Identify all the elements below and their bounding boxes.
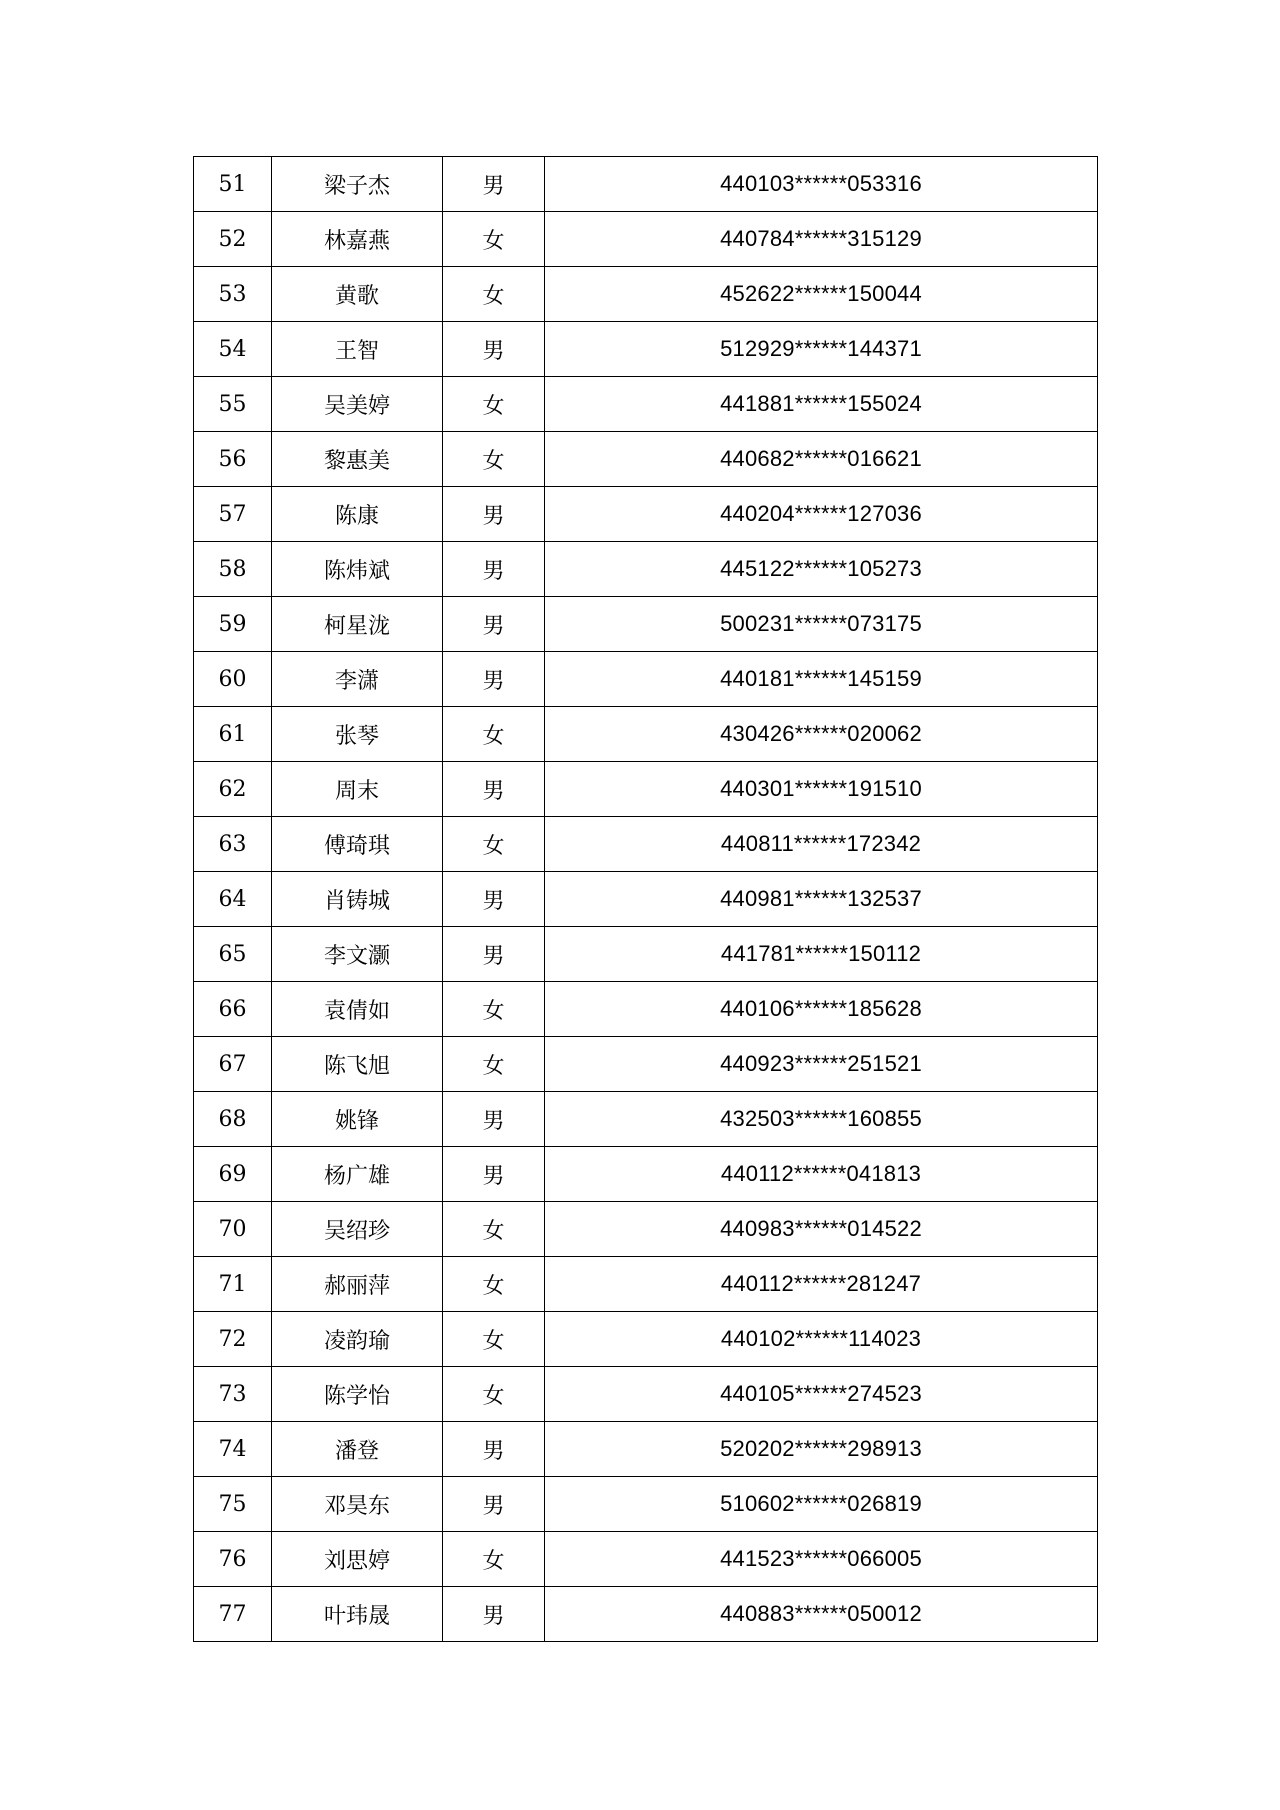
id-number: 441523******066005 xyxy=(545,1532,1098,1587)
id-number: 441781******150112 xyxy=(545,927,1098,982)
person-name: 柯星泷 xyxy=(272,597,443,652)
row-number: 71 xyxy=(194,1257,272,1312)
id-number: 440811******172342 xyxy=(545,817,1098,872)
gender: 女 xyxy=(443,1037,545,1092)
table-row xyxy=(194,597,1098,652)
row-number: 67 xyxy=(194,1037,272,1092)
person-name: 吴美婷 xyxy=(272,377,443,432)
row-number: 60 xyxy=(194,652,272,707)
gender: 女 xyxy=(443,1367,545,1422)
table-row xyxy=(194,872,1098,927)
id-number: 440983******014522 xyxy=(545,1202,1098,1257)
id-number: 440112******041813 xyxy=(545,1147,1098,1202)
table-row xyxy=(194,322,1098,377)
id-number: 430426******020062 xyxy=(545,707,1098,762)
gender: 男 xyxy=(443,927,545,982)
table-row xyxy=(194,1257,1098,1312)
row-number: 55 xyxy=(194,377,272,432)
table-row xyxy=(194,1092,1098,1147)
id-number: 441881******155024 xyxy=(545,377,1098,432)
table-row xyxy=(194,212,1098,267)
person-name: 袁倩如 xyxy=(272,982,443,1037)
gender: 女 xyxy=(443,267,545,322)
row-number: 68 xyxy=(194,1092,272,1147)
table-row xyxy=(194,1147,1098,1202)
id-number: 440301******191510 xyxy=(545,762,1098,817)
row-number: 61 xyxy=(194,707,272,762)
row-number: 76 xyxy=(194,1532,272,1587)
roster-table xyxy=(193,156,1098,1642)
id-number: 440682******016621 xyxy=(545,432,1098,487)
table-row xyxy=(194,1587,1098,1642)
gender: 女 xyxy=(443,1257,545,1312)
row-number: 57 xyxy=(194,487,272,542)
person-name: 张琴 xyxy=(272,707,443,762)
table-row xyxy=(194,487,1098,542)
gender: 女 xyxy=(443,432,545,487)
gender: 女 xyxy=(443,982,545,1037)
gender: 男 xyxy=(443,1477,545,1532)
id-number: 510602******026819 xyxy=(545,1477,1098,1532)
gender: 女 xyxy=(443,817,545,872)
id-number: 432503******160855 xyxy=(545,1092,1098,1147)
person-name: 肖铸城 xyxy=(272,872,443,927)
person-name: 周末 xyxy=(272,762,443,817)
table-row xyxy=(194,1202,1098,1257)
id-number: 440102******114023 xyxy=(545,1312,1098,1367)
row-number: 64 xyxy=(194,872,272,927)
id-number: 440181******145159 xyxy=(545,652,1098,707)
person-name: 林嘉燕 xyxy=(272,212,443,267)
person-name: 王智 xyxy=(272,322,443,377)
person-name: 叶玮晟 xyxy=(272,1587,443,1642)
roster-body xyxy=(194,157,1098,1642)
id-number: 440784******315129 xyxy=(545,212,1098,267)
table-row xyxy=(194,267,1098,322)
row-number: 52 xyxy=(194,212,272,267)
person-name: 吴绍珍 xyxy=(272,1202,443,1257)
id-number: 445122******105273 xyxy=(545,542,1098,597)
gender: 男 xyxy=(443,542,545,597)
row-number: 54 xyxy=(194,322,272,377)
row-number: 62 xyxy=(194,762,272,817)
person-name: 傅琦琪 xyxy=(272,817,443,872)
person-name: 杨广雄 xyxy=(272,1147,443,1202)
id-number: 440105******274523 xyxy=(545,1367,1098,1422)
id-number: 520202******298913 xyxy=(545,1422,1098,1477)
table-row xyxy=(194,432,1098,487)
table-row xyxy=(194,1367,1098,1422)
person-name: 潘登 xyxy=(272,1422,443,1477)
gender: 男 xyxy=(443,652,545,707)
person-name: 郝丽萍 xyxy=(272,1257,443,1312)
person-name: 陈炜斌 xyxy=(272,542,443,597)
table-row xyxy=(194,542,1098,597)
id-number: 440923******251521 xyxy=(545,1037,1098,1092)
row-number: 72 xyxy=(194,1312,272,1367)
gender: 男 xyxy=(443,597,545,652)
gender: 男 xyxy=(443,157,545,212)
gender: 男 xyxy=(443,872,545,927)
table-row xyxy=(194,982,1098,1037)
id-number: 440112******281247 xyxy=(545,1257,1098,1312)
id-number: 440103******053316 xyxy=(545,157,1098,212)
table-row xyxy=(194,817,1098,872)
person-name: 陈康 xyxy=(272,487,443,542)
person-name: 李文灏 xyxy=(272,927,443,982)
table-row xyxy=(194,377,1098,432)
row-number: 66 xyxy=(194,982,272,1037)
gender: 男 xyxy=(443,487,545,542)
row-number: 77 xyxy=(194,1587,272,1642)
person-name: 黎惠美 xyxy=(272,432,443,487)
gender: 女 xyxy=(443,212,545,267)
person-name: 陈飞旭 xyxy=(272,1037,443,1092)
gender: 男 xyxy=(443,322,545,377)
person-name: 黄歌 xyxy=(272,267,443,322)
table-row xyxy=(194,707,1098,762)
person-name: 邓昊东 xyxy=(272,1477,443,1532)
id-number: 440106******185628 xyxy=(545,982,1098,1037)
id-number: 452622******150044 xyxy=(545,267,1098,322)
person-name: 李潇 xyxy=(272,652,443,707)
gender: 女 xyxy=(443,707,545,762)
id-number: 440204******127036 xyxy=(545,487,1098,542)
row-number: 53 xyxy=(194,267,272,322)
table-row xyxy=(194,1037,1098,1092)
id-number: 440981******132537 xyxy=(545,872,1098,927)
table-row xyxy=(194,1477,1098,1532)
person-name: 陈学怡 xyxy=(272,1367,443,1422)
id-number: 440883******050012 xyxy=(545,1587,1098,1642)
table-row xyxy=(194,1422,1098,1477)
gender: 男 xyxy=(443,762,545,817)
gender: 女 xyxy=(443,377,545,432)
row-number: 69 xyxy=(194,1147,272,1202)
gender: 女 xyxy=(443,1532,545,1587)
row-number: 75 xyxy=(194,1477,272,1532)
table-row xyxy=(194,1532,1098,1587)
table-row xyxy=(194,762,1098,817)
row-number: 65 xyxy=(194,927,272,982)
row-number: 63 xyxy=(194,817,272,872)
row-number: 74 xyxy=(194,1422,272,1477)
gender: 男 xyxy=(443,1422,545,1477)
table-row xyxy=(194,927,1098,982)
row-number: 51 xyxy=(194,157,272,212)
id-number: 512929******144371 xyxy=(545,322,1098,377)
gender: 男 xyxy=(443,1092,545,1147)
person-name: 刘思婷 xyxy=(272,1532,443,1587)
gender: 女 xyxy=(443,1202,545,1257)
row-number: 73 xyxy=(194,1367,272,1422)
row-number: 56 xyxy=(194,432,272,487)
gender: 男 xyxy=(443,1147,545,1202)
table-row xyxy=(194,1312,1098,1367)
person-name: 姚锋 xyxy=(272,1092,443,1147)
row-number: 58 xyxy=(194,542,272,597)
table-row xyxy=(194,652,1098,707)
table-row xyxy=(194,157,1098,212)
gender: 女 xyxy=(443,1312,545,1367)
id-number: 500231******073175 xyxy=(545,597,1098,652)
row-number: 70 xyxy=(194,1202,272,1257)
person-name: 梁子杰 xyxy=(272,157,443,212)
row-number: 59 xyxy=(194,597,272,652)
gender: 男 xyxy=(443,1587,545,1642)
person-name: 凌韵瑜 xyxy=(272,1312,443,1367)
